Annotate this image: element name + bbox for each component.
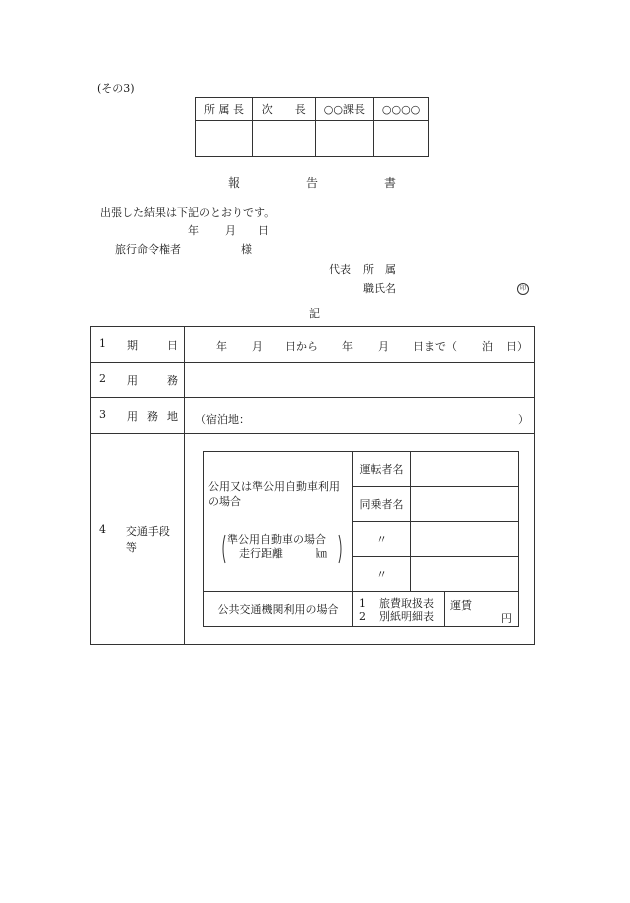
intro-text: 出張した結果は下記のとおりです。 [100, 206, 276, 219]
date-day: 日 [258, 224, 269, 237]
label-char: 日 [167, 338, 178, 352]
approval-stamp-cell[interactable] [374, 121, 429, 157]
approval-header-section-chief: ○○課長 [315, 98, 374, 121]
business-field[interactable] [185, 363, 535, 398]
passenger-input[interactable] [411, 487, 519, 522]
addressee-honorific: 様 [241, 243, 252, 256]
label-char: 地 [167, 409, 178, 423]
table-row [91, 363, 535, 398]
document-title: 報 告 書 [228, 176, 398, 190]
option-number: 2 [359, 610, 366, 623]
car-use-text: 公用又は準公用自動車利用 [208, 480, 340, 493]
form-number: (その3) [97, 82, 135, 95]
approval-header-deputy: 次 長 [252, 98, 315, 121]
passenger-input[interactable] [411, 522, 519, 557]
distance-label: 走行距離 [239, 547, 283, 560]
period-nights: 泊 [482, 340, 493, 353]
driver-input[interactable] [411, 452, 519, 487]
row-number: 4 [99, 523, 106, 536]
approval-stamp-cell[interactable] [252, 121, 315, 157]
period-field[interactable] [185, 327, 535, 363]
row-number: 1 [99, 336, 106, 350]
table-row [91, 327, 535, 363]
reporter-affiliation-label: 所 属 [363, 263, 396, 276]
period-month: 月 [252, 340, 263, 353]
label-char: 務 [167, 374, 178, 387]
ki-heading: 記 [309, 307, 320, 320]
reporter-name-label: 職氏名 [363, 282, 396, 295]
option-travel-table[interactable]: 旅費取扱表 [379, 597, 434, 610]
yen-unit: 円 [501, 612, 512, 625]
km-unit: ㎞ [316, 547, 327, 560]
option-number: 1 [359, 597, 366, 610]
date-month: 月 [225, 224, 236, 237]
approval-header-other: ○○○○ [374, 98, 429, 121]
period-days: 日） [506, 340, 528, 353]
row-number: 2 [99, 372, 106, 385]
label-char: 用 [127, 409, 138, 423]
lodging-close: ） [518, 413, 529, 426]
place-field[interactable] [185, 398, 535, 434]
row-number: 3 [99, 407, 106, 421]
ditto-mark: 〃 [353, 522, 411, 557]
label-char: 務 [147, 409, 158, 423]
semi-public-note [220, 533, 352, 565]
transport-table [203, 451, 519, 627]
approval-stamp-cell[interactable] [315, 121, 374, 157]
label-char: 用 [127, 374, 138, 387]
period-month-end: 月 [378, 340, 389, 353]
approval-header-dept-head: 所 属 長 [196, 98, 253, 121]
approval-stamp-cell[interactable] [196, 121, 253, 157]
approval-stamp-box [195, 97, 429, 157]
date-year: 年 [188, 224, 199, 237]
table-row [91, 434, 535, 645]
report-table [90, 326, 535, 645]
public-transport-label: 公共交通機関利用の場合 [204, 592, 353, 627]
right-paren-icon [338, 534, 344, 564]
semi-public-line: 準公用自動車の場合 [227, 533, 326, 546]
period-year: 年 [216, 340, 227, 353]
seal-mark: 印 [517, 283, 529, 295]
passenger-label: 同乗者名 [353, 487, 411, 522]
label-char: 期 [127, 338, 138, 352]
transport-label: 交通手段等 [125, 525, 170, 554]
ditto-mark: 〃 [353, 557, 411, 592]
left-paren-icon [220, 534, 226, 564]
period-from: 日から [285, 340, 318, 353]
fare-label: 運賃 [450, 599, 472, 612]
car-use-text: の場合 [208, 495, 241, 508]
lodging-label: （宿泊地： [195, 413, 250, 426]
period-until: 日まで（ [413, 340, 457, 353]
period-year-end: 年 [342, 340, 353, 353]
driver-label: 運転者名 [353, 452, 411, 487]
table-row [91, 398, 535, 434]
passenger-input[interactable] [411, 557, 519, 592]
addressee-label: 旅行命令権者 [115, 243, 181, 256]
option-detail-sheet[interactable]: 別紙明細表 [379, 610, 434, 623]
reporter-rep-label: 代表 [329, 263, 351, 276]
fare-field[interactable] [444, 592, 518, 626]
